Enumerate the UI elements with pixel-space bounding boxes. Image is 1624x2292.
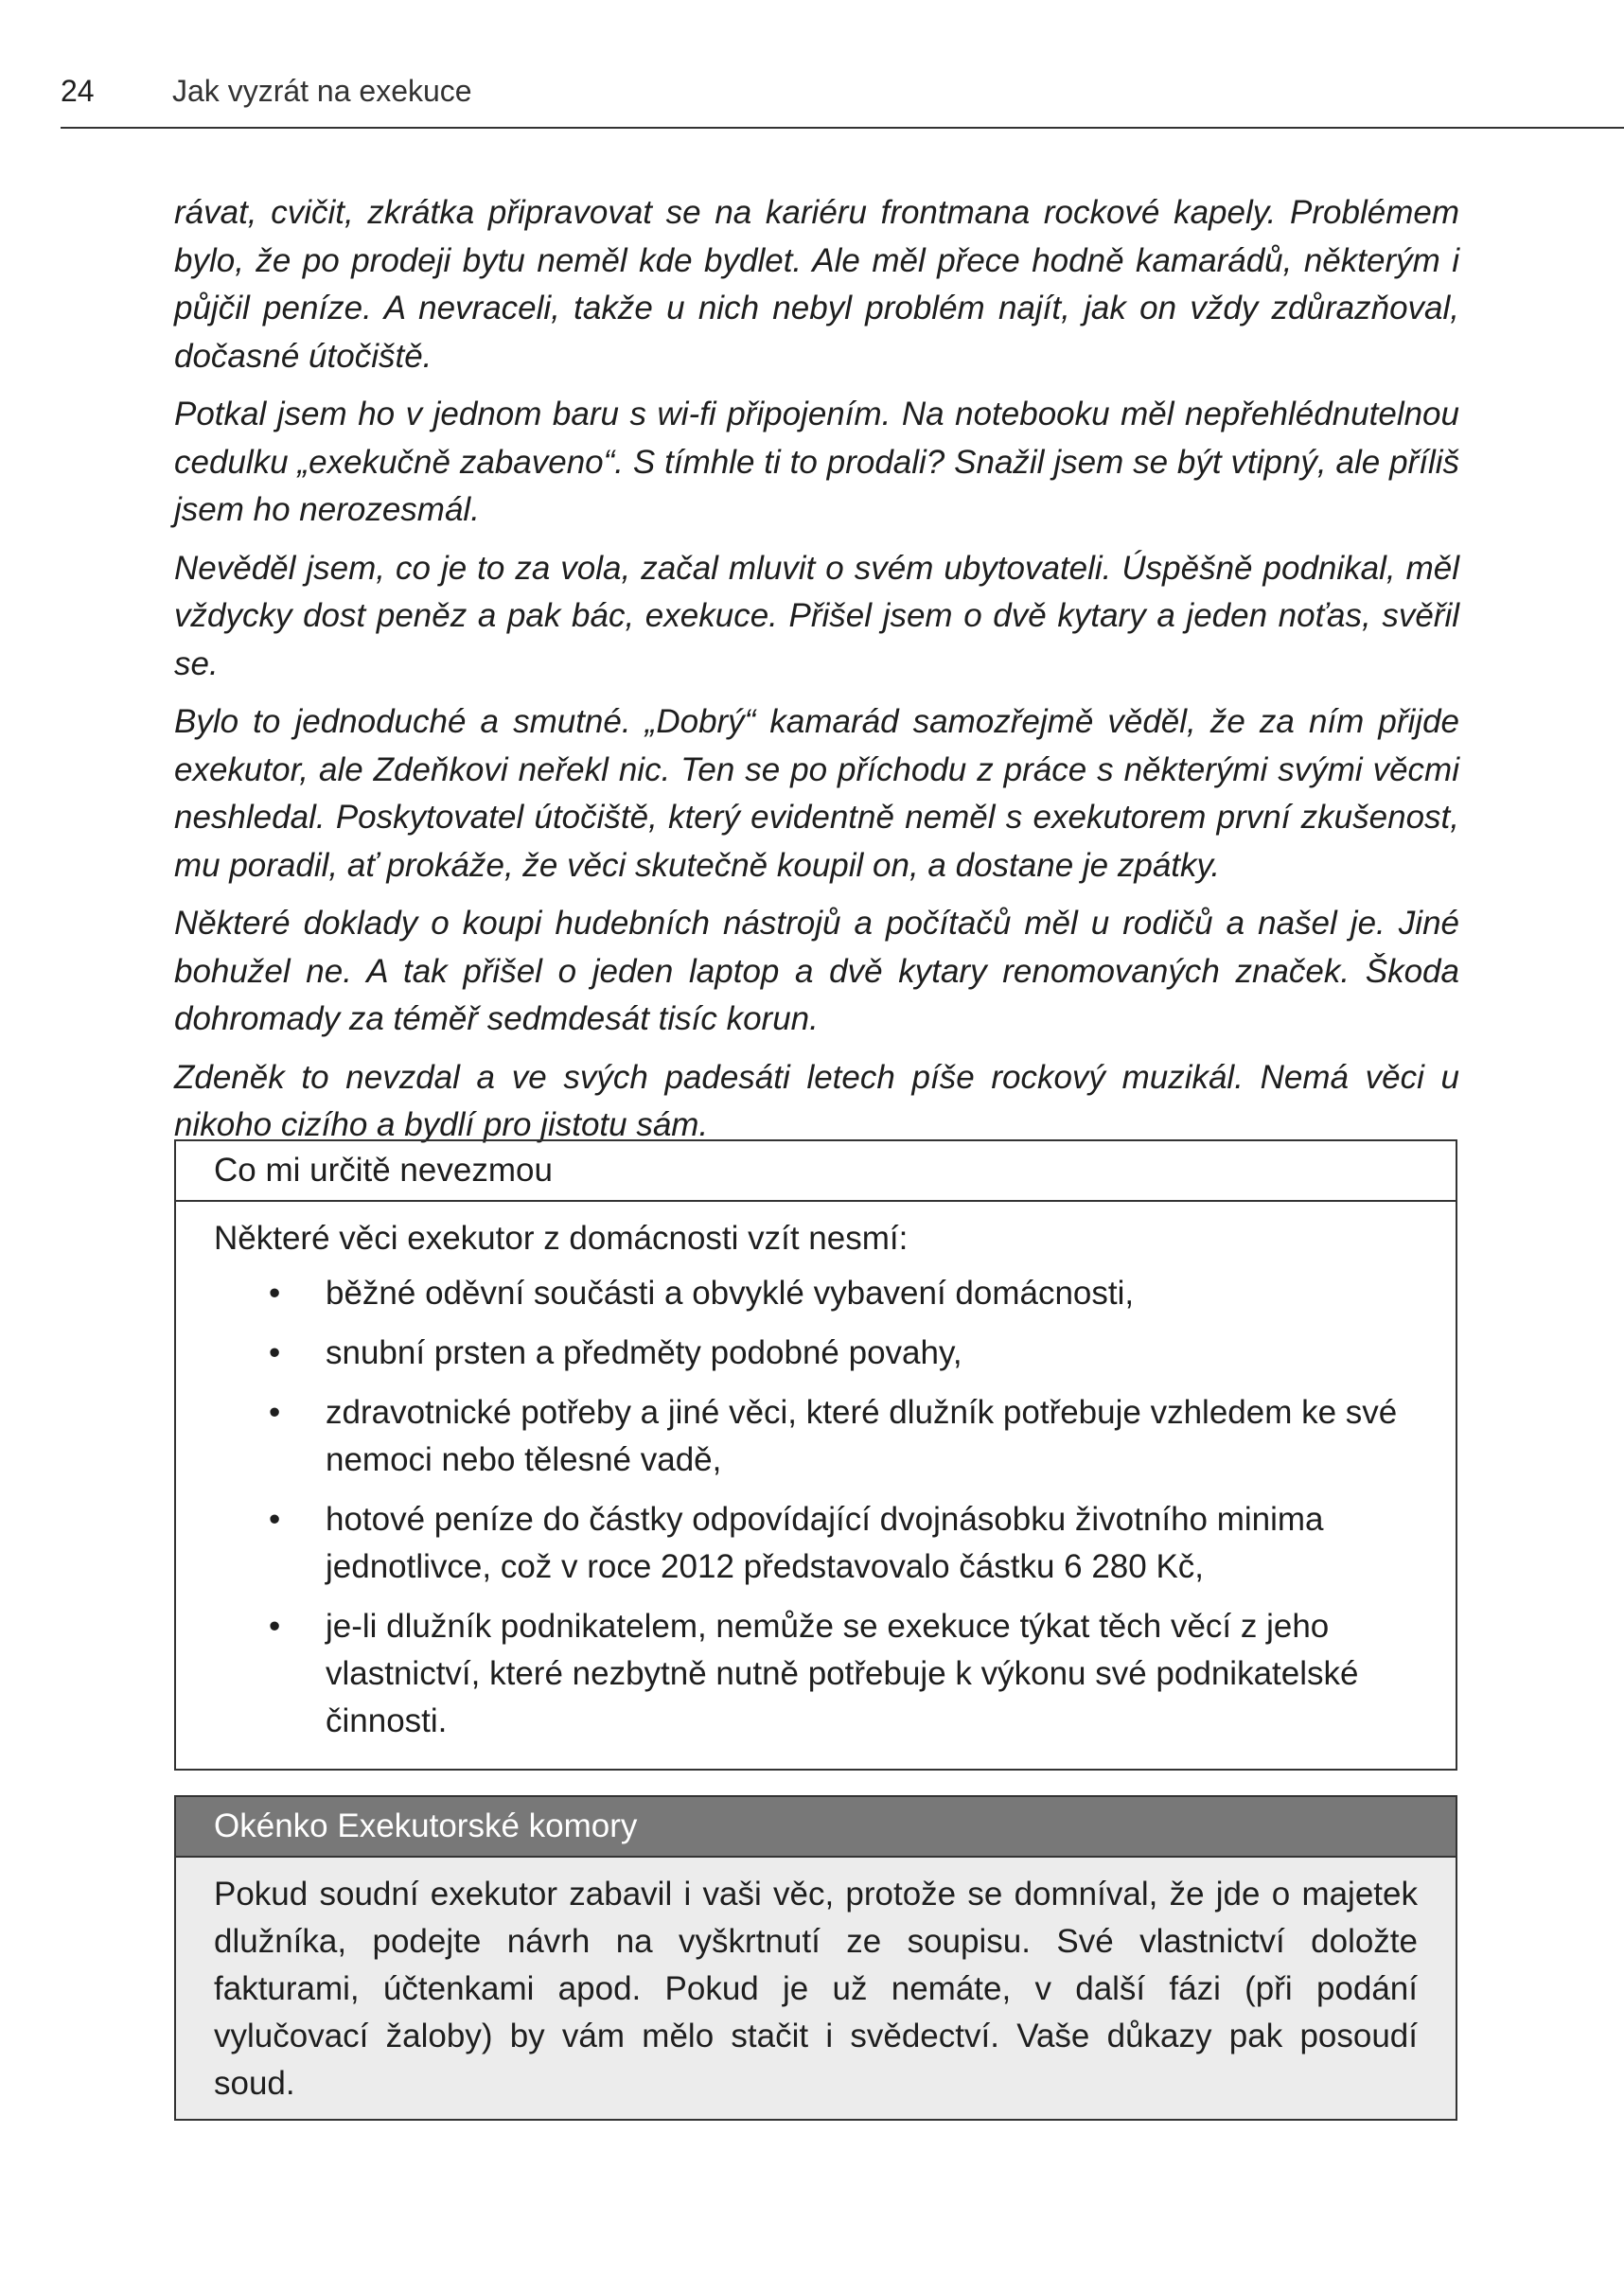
paragraph: Některé doklady o koupi hudebních nástrojů a počítačů měl u rodičů a našel je. Jiné bohužel ne. A tak přišel o jeden laptop a dvě kytary renomovaných značek. Škoda dohromady za téměř sedmdesát tisíc korun. — [174, 905, 1459, 1037]
running-title: Jak vyzrát na exekuce — [172, 74, 472, 108]
list-item — [269, 1389, 1418, 1484]
running-header — [61, 70, 1624, 129]
list-item-text: běžné oděvní součásti a obvyklé vybavení domácnosti, — [326, 1275, 1135, 1312]
info-box-title: Okénko Exekutorské komory — [176, 1797, 1456, 1858]
info-box-title: Co mi určitě nevezmou — [176, 1141, 1456, 1202]
bullet-icon: • — [269, 1608, 281, 1645]
bullet-list — [214, 1270, 1418, 1745]
info-box-nevezmou — [174, 1139, 1457, 1771]
bullet-icon: • — [269, 1501, 281, 1538]
info-box-body — [176, 1202, 1456, 1769]
bullet-icon: • — [269, 1394, 281, 1431]
paragraph: Nevěděl jsem, co je to za vola, začal mluvit o svém ubytovateli. Úspěšně podnikal, měl vždycky dost peněz a pak bác, exekuce. Přišel jsem o dvě kytary a jeden noťas, svěřil se. — [174, 549, 1459, 682]
bullet-icon: • — [269, 1334, 281, 1371]
info-box-komora — [174, 1795, 1457, 2121]
list-item-text: je-li dlužník podnikatelem, nemůže se exekuce týkat těch věcí z jeho vlastnictví, které nezbytně nutně potřebuje k výkonu své podnikatelské činnosti. — [326, 1608, 1359, 1739]
paragraph: Potkal jsem ho v jednom baru s wi-fi připojením. Na notebooku měl nepřehlédnutelnou cedulku „exekučně zabaveno“. S tímhle ti to prodali? Snažil jsem se být vtipný, ale příliš jsem ho nerozesmál. — [174, 396, 1459, 528]
page-number: 24 — [61, 74, 95, 108]
list-item — [269, 1496, 1418, 1591]
list-item-text: zdravotnické potřeby a jiné věci, které dlužník potřebuje vzhledem ke své nemoci nebo tělesné vadě, — [326, 1394, 1398, 1478]
paragraph: Bylo to jednoduché a smutné. „Dobrý“ kamarád samozřejmě věděl, že za ním přijde exekutor, ale Zdeňkovi neřekl nic. Ten se po příchodu z práce s některými svými věcmi neshledal. Poskytovatel útočiště, který evidentně neměl s exekutorem první zkušenost, mu poradil, ať prokáže, že věci skutečně koupil on, a dostane je zpátky. — [174, 703, 1459, 884]
list-item-text: hotové peníze do částky odpovídající dvojnásobku životního minima jednotlivce, což v roce 2012 představovalo částku 6 280 Kč, — [326, 1501, 1324, 1585]
info-box-body: Pokud soudní exekutor zabavil i vaši věc, protože se domníval, že jde o majetek dlužníka, podejte návrh na vyškrtnutí ze soupisu. Své vlastnictví doložte fakturami, účtenkami apod. Pokud je už nemáte, v další fázi (při podání vylučovací žaloby) by vám mělo stačit i svědectví. Vaše důkazy pak posoudí soud. — [214, 1876, 1418, 2102]
story-text — [174, 189, 1459, 1160]
info-box-intro: Některé věci exekutor z domácnosti vzít nesmí: — [214, 1220, 909, 1257]
list-item — [269, 1330, 1418, 1377]
list-item-text: snubní prsten a předměty podobné povahy, — [326, 1334, 962, 1371]
list-item — [269, 1603, 1418, 1745]
list-item — [269, 1270, 1418, 1317]
bullet-icon: • — [269, 1275, 281, 1312]
paragraph: rávat, cvičit, zkrátka připravovat se na kariéru frontmana rockové kapely. Problémem bylo, že po prodeji bytu neměl kde bydlet. Ale měl přece hodně kamarádů, některým i půjčil peníze. A nevraceli, takže u nich nebyl problém najít, jak on vždy zdůrazňoval, dočasné útočiště. — [174, 194, 1459, 375]
paragraph: Zdeněk to nevzdal a ve svých padesáti letech píše rockový muzikál. Nemá věci u nikoho cizího a bydlí pro jistotu sám. — [174, 1058, 1459, 1143]
